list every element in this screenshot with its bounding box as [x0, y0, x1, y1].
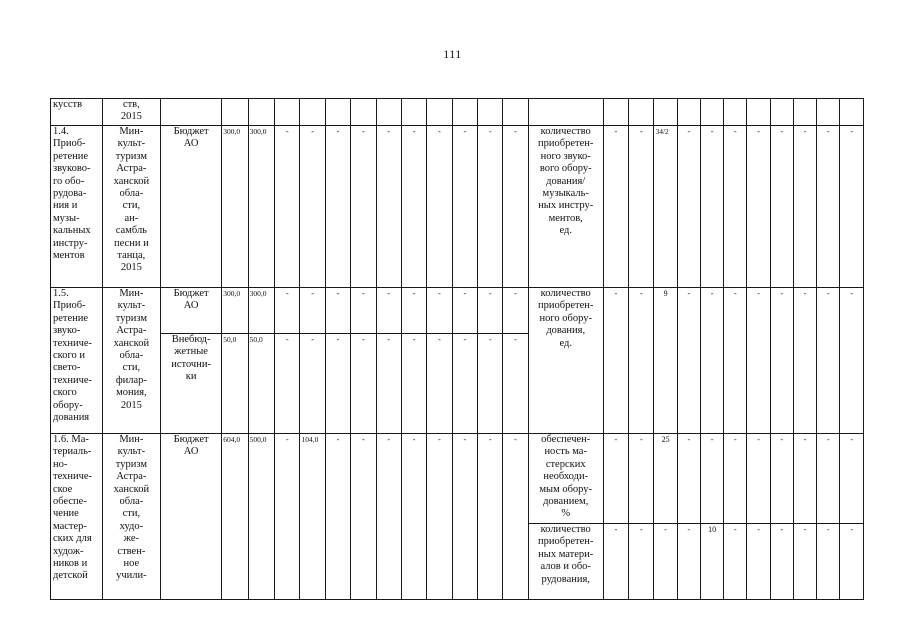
- year-value: -: [325, 334, 350, 434]
- table-row-1-5: [51, 288, 864, 334]
- year-value: -: [427, 126, 452, 288]
- year-value: -: [275, 126, 300, 288]
- year-value: -: [427, 288, 452, 334]
- indicator-value: -: [817, 434, 840, 524]
- year-value: -: [503, 334, 528, 434]
- indicator-value: -: [793, 524, 816, 600]
- indicator-value: -: [677, 126, 700, 288]
- indicator-value: -: [603, 524, 628, 600]
- year-value: -: [452, 334, 477, 434]
- year-value: -: [275, 334, 300, 434]
- amount-total: 300,0: [222, 126, 248, 288]
- indicator-value: -: [770, 524, 793, 600]
- year-value: -: [275, 288, 300, 334]
- indicator-value: -: [747, 126, 770, 288]
- indicator-value: 9: [654, 288, 677, 434]
- year-value: -: [477, 288, 502, 334]
- indicator-value: -: [817, 524, 840, 600]
- year-value: -: [300, 126, 325, 288]
- year-value: -: [452, 434, 477, 600]
- year-value: -: [503, 288, 528, 334]
- indicator-value: -: [747, 288, 770, 434]
- executor-cell: ств, 2015: [102, 99, 160, 126]
- indicator-value: -: [840, 288, 864, 434]
- executor-cell: Мин- культ- туризм Астра- ханской обла- сти, ан- самбль песни и танца, 2015: [102, 126, 160, 288]
- indicator-value: -: [770, 288, 793, 434]
- year-value: -: [325, 126, 350, 288]
- indicator-value: -: [840, 126, 864, 288]
- amount-total: 50,0: [222, 334, 248, 434]
- executor-cell: Мин- культ- туризм Астра- ханской обла- сти, худо- же- ствен- ное учили-: [102, 434, 160, 600]
- year-value: -: [376, 334, 401, 434]
- indicator-value: 25: [654, 434, 677, 524]
- year-value: -: [376, 126, 401, 288]
- indicator-cell: количество приобретен- ного звуко- вого обору- дования/ музыкаль- ных инстру- ментов, ед.: [528, 126, 603, 288]
- year-value: -: [376, 434, 401, 600]
- amount-total: 300,0: [222, 288, 248, 334]
- indicator-value: -: [747, 434, 770, 524]
- year-value: -: [452, 126, 477, 288]
- year-value: -: [401, 434, 426, 600]
- indicator-value: -: [840, 434, 864, 524]
- indicator-value: -: [700, 126, 723, 288]
- indicator-value: -: [793, 126, 816, 288]
- funding-source: Бюджет АО: [160, 288, 221, 334]
- year-value: -: [477, 334, 502, 434]
- indicator-cell: обеспечен- ность ма- стерских необходи- мым обору- дованием, %: [528, 434, 603, 524]
- indicator-value: -: [629, 434, 654, 524]
- year-value: -: [376, 288, 401, 334]
- indicator-value: -: [724, 126, 747, 288]
- document-table: [50, 98, 864, 600]
- year-value: -: [401, 126, 426, 288]
- indicator-value: -: [770, 434, 793, 524]
- year-value: -: [427, 434, 452, 600]
- year-value: -: [477, 434, 502, 600]
- year-value: -: [351, 126, 376, 288]
- amount-total: 604,0: [222, 434, 248, 600]
- indicator-value: -: [724, 434, 747, 524]
- year-value: -: [351, 434, 376, 600]
- amount-year: 300,0: [248, 126, 274, 288]
- indicator-value: -: [603, 126, 628, 288]
- year-value: -: [351, 334, 376, 434]
- indicator-value: -: [654, 524, 677, 600]
- indicator-value: -: [840, 524, 864, 600]
- year-value: -: [300, 334, 325, 434]
- indicator-value: -: [793, 288, 816, 434]
- indicator-cell: количество приобретен- ных матери- алов и обо- рудования,: [528, 524, 603, 600]
- activity-cell: 1.6. Ма- териаль- но- техниче- ское обеспе- чение мастер- ских для худож- ников и детской: [51, 434, 103, 600]
- year-value: -: [351, 288, 376, 334]
- indicator-value: -: [677, 524, 700, 600]
- funding-source: Бюджет АО: [160, 434, 221, 600]
- activity-cell: 1.5. Приоб- ретение звуко- техниче- ского и свето- техниче- ского обору- дования: [51, 288, 103, 434]
- indicator-value: -: [747, 524, 770, 600]
- activity-cell: 1.4. Приоб- ретение звуково- го обо- рудова- ния и музы- кальных инстру- ментов: [51, 126, 103, 288]
- amount-year: 50,0: [248, 334, 274, 434]
- year-value: -: [427, 334, 452, 434]
- indicator-value: -: [629, 126, 654, 288]
- amount-year: 300,0: [248, 288, 274, 334]
- year-value: -: [503, 126, 528, 288]
- year-value: 104,0: [300, 434, 325, 600]
- indicator-value: -: [700, 288, 723, 434]
- page-number: 111: [443, 47, 462, 61]
- indicator-value: 34/2: [654, 126, 677, 288]
- year-value: -: [300, 288, 325, 334]
- table-row-continuation: [51, 99, 864, 126]
- indicator-value: -: [724, 288, 747, 434]
- indicator-value: -: [724, 524, 747, 600]
- indicator-value: -: [770, 126, 793, 288]
- table-row-1-6: [51, 434, 864, 524]
- year-value: -: [401, 334, 426, 434]
- indicator-value: -: [629, 524, 654, 600]
- table-row-1-4: [51, 126, 864, 288]
- funding-source: Бюджет АО: [160, 126, 221, 288]
- indicator-cell: количество приобретен- ного обору- дования, ед.: [528, 288, 603, 434]
- year-value: -: [275, 434, 300, 600]
- indicator-value: 10: [700, 524, 723, 600]
- year-value: -: [503, 434, 528, 600]
- indicator-value: -: [603, 288, 628, 434]
- year-value: -: [477, 126, 502, 288]
- year-value: -: [325, 434, 350, 600]
- indicator-value: -: [700, 434, 723, 524]
- year-value: -: [325, 288, 350, 334]
- indicator-value: -: [603, 434, 628, 524]
- year-value: -: [401, 288, 426, 334]
- executor-cell: Мин- культ- туризм Астра- ханской обла- сти, филар- мония, 2015: [102, 288, 160, 434]
- funding-source: Внебюд- жетные источни- ки: [160, 334, 221, 434]
- year-value: -: [452, 288, 477, 334]
- indicator-value: -: [817, 288, 840, 434]
- indicator-value: -: [793, 434, 816, 524]
- indicator-value: -: [629, 288, 654, 434]
- amount-year: 500,0: [248, 434, 274, 600]
- indicator-value: -: [677, 434, 700, 524]
- activity-cell: кусств: [51, 99, 103, 126]
- indicator-value: -: [677, 288, 700, 434]
- indicator-value: -: [817, 126, 840, 288]
